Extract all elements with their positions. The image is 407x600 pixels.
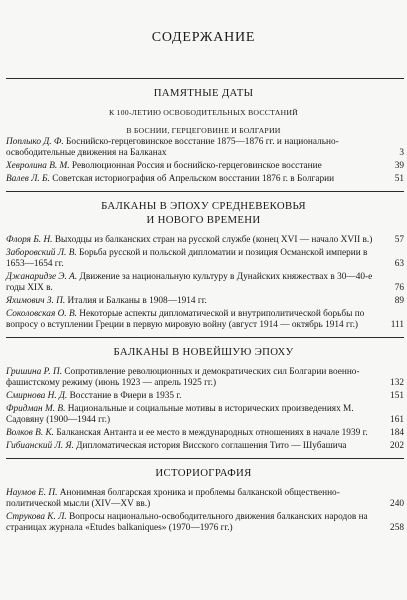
entry-page: 258: [390, 522, 404, 533]
entry-title: Выходцы из балканских стран на русской службе (конец XVI — начало XVII в.): [54, 235, 373, 245]
section-title: И НОВОГО ВРЕМЕНИ: [146, 214, 261, 226]
entry-author: Наумов Е. П.: [6, 488, 58, 498]
entry-title: Борьба русской и польской дипломатии и позиция Османской империи в 1653—1654 гг.: [6, 248, 368, 269]
entry-author: Фридман М. В.: [6, 404, 66, 414]
entry-page: 3: [399, 147, 404, 158]
entry-page: 89: [394, 296, 404, 306]
entry-title: Италия и Балканы в 1908—1914 гг.: [67, 296, 207, 306]
entry-title: Анонимная болгарская хроника и проблемы балканской общественно-политической мысли (XIV—XV вв.): [6, 488, 340, 509]
entry-author: Смирнова Н. Д.: [6, 391, 68, 401]
entry-page: 132: [390, 377, 404, 388]
entry-author: Гришина Р. П.: [6, 367, 63, 377]
entry-page: 39: [394, 161, 404, 171]
entry-title: Сопротивление революционных и демократических сил Болгарии военно-фашистскому режиму (июнь 1923 — апрель 1925 гг.): [6, 367, 360, 388]
subsection-title-line: К 100-ЛЕТИЮ ОСВОБОДИТЕЛЬНЫХ ВОССТАНИЙ: [108, 108, 299, 117]
entry-author: Соколовская О. В.: [6, 309, 77, 319]
section-title: ПАМЯТНЫЕ ДАТЫ: [153, 87, 254, 99]
entry-author: Волков В. К.: [6, 428, 54, 438]
entry-author: Поплыко Д. Ф.: [6, 137, 64, 147]
toc-entry: [6, 272, 404, 294]
entry-title: Некоторые аспекты дипломатической и внутриполитической борьбы по вопросу о вступлении Греции в первую мировую войну (август 1914 — октябрь 1914 гг.): [6, 309, 365, 330]
entry-page: 161: [390, 414, 404, 425]
entry-page: 57: [394, 235, 404, 245]
entry-title: Дипломатическая история Висского соглашения Тито — Шубашича: [76, 441, 347, 451]
entry-page: 202: [390, 441, 404, 451]
toc-entry: [6, 404, 404, 426]
entry-page: 240: [390, 498, 404, 509]
entry-author: Заборовский Л. В.: [6, 248, 77, 258]
section-divider: [6, 191, 404, 192]
entry-title: Боснийско-герцеговинское восстание 1875—1876 гг. и национально-освободительные движения на Балканах: [6, 137, 339, 158]
toc-entry: [6, 309, 404, 331]
entry-author: Хевролина В. М.: [6, 161, 70, 171]
entry-page: 151: [390, 391, 404, 401]
entry-page: 111: [390, 319, 404, 330]
subsection-title-line: В БОСНИИ, ГЕРЦЕГОВИНЕ И БОЛГАРИИ: [126, 126, 281, 135]
section-title: БАЛКАНЫ В НОВЕЙШУЮ ЭПОХУ: [113, 346, 294, 358]
entry-title: Движение за национальную культуру в Дунайских княжествах в 30—40-е годы XIX в.: [6, 272, 373, 293]
toc-entry: [6, 137, 404, 159]
entry-page: 63: [394, 258, 404, 269]
toc-entry: [6, 428, 404, 439]
entry-title: Советская историография об Апрельском восстании 1876 г. в Болгарии: [52, 174, 335, 184]
entry-title: Вопросы национально-освободительного движения балканских народов на страницах журнала «Etudes balkaniques» (1970—1976 гг.): [6, 512, 368, 533]
entry-page: 184: [390, 428, 404, 438]
toc-entry: [6, 174, 404, 185]
section-title: ИСТОРИОГРАФИЯ: [155, 467, 252, 479]
entry-page: 76: [394, 282, 404, 293]
toc-entry: [6, 161, 404, 172]
entry-title: Балканская Антанта и ее место в международных отношениях в начале 1939 г.: [56, 428, 368, 438]
entry-title: Восстание в Фиери в 1935 г.: [69, 391, 182, 401]
toc-entry: [6, 235, 404, 246]
entry-author: Валев Л. Б.: [6, 174, 50, 184]
entry-page: 51: [394, 174, 404, 184]
entry-author: Джанаридзе Э. А.: [6, 272, 78, 282]
page-title: СОДЕРЖАНИЕ: [151, 30, 256, 45]
toc-entry: [6, 512, 404, 534]
toc-entry: [6, 441, 404, 452]
toc-entry: [6, 391, 404, 402]
entry-title: Революционная Россия и боснийско-герцеговинское восстание: [71, 161, 322, 171]
toc-entry: [6, 367, 404, 389]
toc-entry: [6, 488, 404, 510]
entry-title: Национальные и социальные мотивы в исторических произведениях М. Садовяну (1900—1944 гг.): [6, 404, 354, 425]
section-divider: [6, 337, 404, 338]
section-title: БАЛКАНЫ В ЭПОХУ СРЕДНЕВЕКОВЬЯ: [101, 200, 306, 212]
section-divider: [6, 458, 404, 459]
entry-author: Гибианский Л. Я.: [6, 441, 74, 451]
entry-author: Яхимович З. П.: [6, 296, 66, 306]
entry-author: Струкова К. Л.: [6, 512, 67, 522]
section-divider: [6, 78, 404, 79]
entry-author: Флоря Б. Н.: [6, 235, 53, 245]
toc-entry: [6, 296, 404, 307]
toc-entry: [6, 248, 404, 270]
